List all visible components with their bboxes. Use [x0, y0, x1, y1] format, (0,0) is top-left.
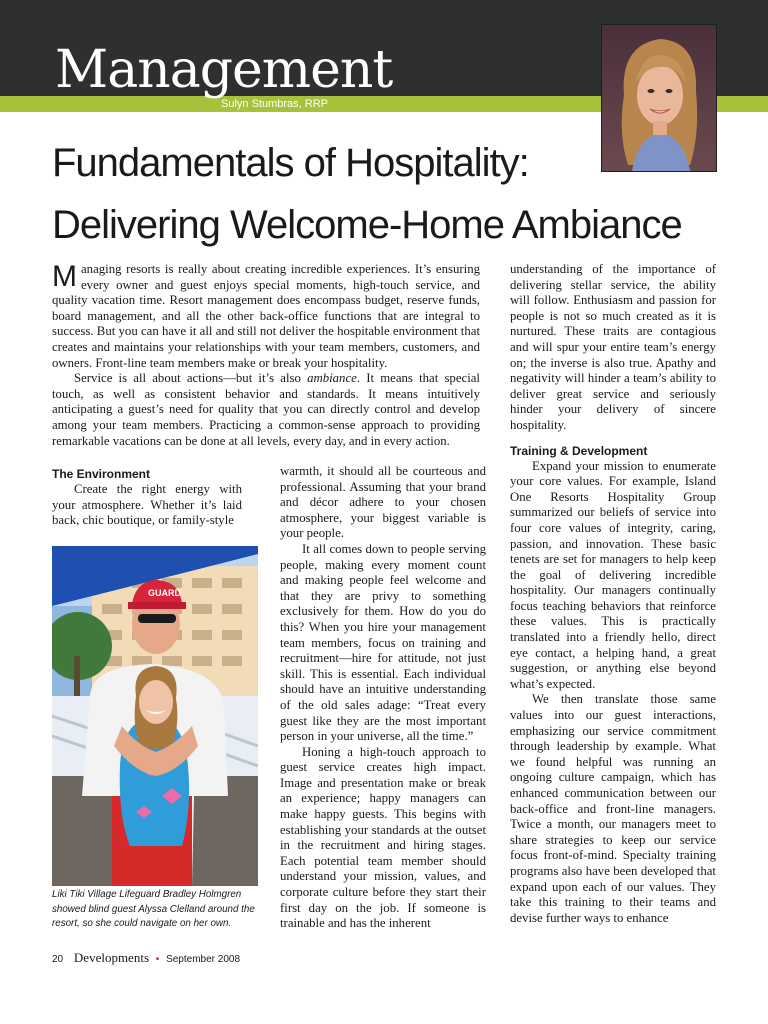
col2-paragraph-3: Honing a high-touch approach to guest service creates high impact. Image and presentation make or break an experience; happy managers can make happy guests. This begins with establishing your standards at the outset in the recruitment and hiring stages. Each potential team member should understand your mission, values, and corporate culture before they start their first day on the job. If someone is trainable and has the inherent	[280, 744, 486, 931]
page-footer	[52, 950, 240, 968]
author-byline: Sulyn Stumbras, RRP	[221, 98, 328, 110]
intro-paragraph-2	[52, 371, 480, 449]
issue-date: September 2008	[166, 954, 241, 965]
section-title: Management	[55, 40, 393, 100]
drop-cap: M	[52, 260, 77, 293]
col3-paragraph-2: Expand your mission to enumerate your core values. For example, Island One Resorts Hospitality Group summarized our beliefs of service into four core values of integrity, caring, passion, and innovation. These basic tenets are set for managers to help keep the goal of delivering incredible hospitality. Our managers continually focus teaching behaviors that reinforce these values. This is practically translated into a friendly hello, direct eye contact, a helping hand, a great suggestion, or anything else beyond what’s expected.	[510, 458, 716, 691]
heading-environment: The Environment	[52, 467, 151, 481]
author-portrait	[601, 24, 717, 172]
magazine-name: Developments	[73, 950, 149, 965]
intro-text	[52, 262, 480, 449]
author-portrait-illustration	[602, 25, 716, 171]
column-3	[510, 262, 716, 926]
page-number: 20	[52, 954, 64, 965]
col2-paragraph-2: It all comes down to people serving people, making every moment count and making people feel welcome and that they are privy to something exclusively for them. How do you do this? When you hire your management team members, focus on training and recruitment—hire for attitude, not just skill. This is essential. Each individual should have an intuitive understanding of the old sales adage: “Treat every guest like they are the most important person in your universe, all the time.”	[280, 541, 486, 744]
col2-paragraph-1: warmth, it should all be courteous and professional. Assuming that your brand and décor adhere to your chosen atmosphere, your biggest variable is your people.	[280, 464, 486, 541]
heading-training-development: Training & Development	[510, 443, 648, 458]
footer-bullet: •	[155, 954, 160, 965]
headline-line-2: Delivering Welcome-Home Ambiance	[52, 203, 682, 247]
col3-paragraph-1: understanding of the importance of delivering stellar service, the ability will follow. Enthusiasm and passion for people is not so much created as it is nurtured. These traits are contagious and will spur your entire team’s energy on; the inverse is also true. Apathy and negativity will hinder a team’s ability to deliver great service and seriously hinder your delivery of sincere hospitality.	[510, 262, 716, 432]
lifeguard-photo-illustration	[52, 546, 258, 886]
intro-p2-emphasis: ambiance	[307, 371, 357, 386]
cap-text: GUARD	[148, 588, 181, 598]
intro-p2-start: Service is all about actions—but it’s also	[74, 371, 308, 386]
lifeguard-photo	[52, 546, 258, 886]
environment-paragraph: Create the right energy with your atmosphere. Whether it’s laid back, chic boutique, or family-style	[52, 482, 242, 528]
intro-paragraph-1	[52, 262, 480, 371]
intro-paragraph-1-text: anaging resorts is really about creating incredible experiences. It’s ensuring every owner and guest enjoys special moments, high-touch service, and quality vacation time. Resort management does encompass budget, reserve funds, board management, and all the other back-office functions that are integral to success. But you can have it all and still not deliver the hospitable environment that creates and maintains your relationships with your team members, customers, and owners. Front-line team members make or break your hospitality.	[52, 262, 480, 370]
column-2	[280, 464, 486, 932]
column-1	[52, 466, 242, 529]
intro-p2-end: . It means that special touch, as well as consistent behavior and standards. It means intuitively anticipating a guest’s need for quality that you can directly control and develop among your team members. Practicing a common-sense approach to providing remarkable vacations can be done at all levels, every day, and in every action.	[52, 371, 480, 448]
col3-paragraph-3: We then translate those same values into our guest interactions, emphasizing our service commitment through leadership by example. What we found helpful was running an ongoing culture campaign, which has enhanced communication between our back-office and front-line managers. Twice a month, our managers meet to share strategies to keep our service focus front-of-mind. Specialty training programs also have been developed that expand upon each of our values. They take this training to their teams and devise further ways to enhance	[510, 692, 716, 925]
photo-caption: Liki Tiki Village Lifeguard Bradley Holmgren showed blind guest Alyssa Clelland around the resort, so she could navigate on her own.	[52, 889, 255, 929]
headline-line-1: Fundamentals of Hospitality:	[52, 141, 529, 185]
